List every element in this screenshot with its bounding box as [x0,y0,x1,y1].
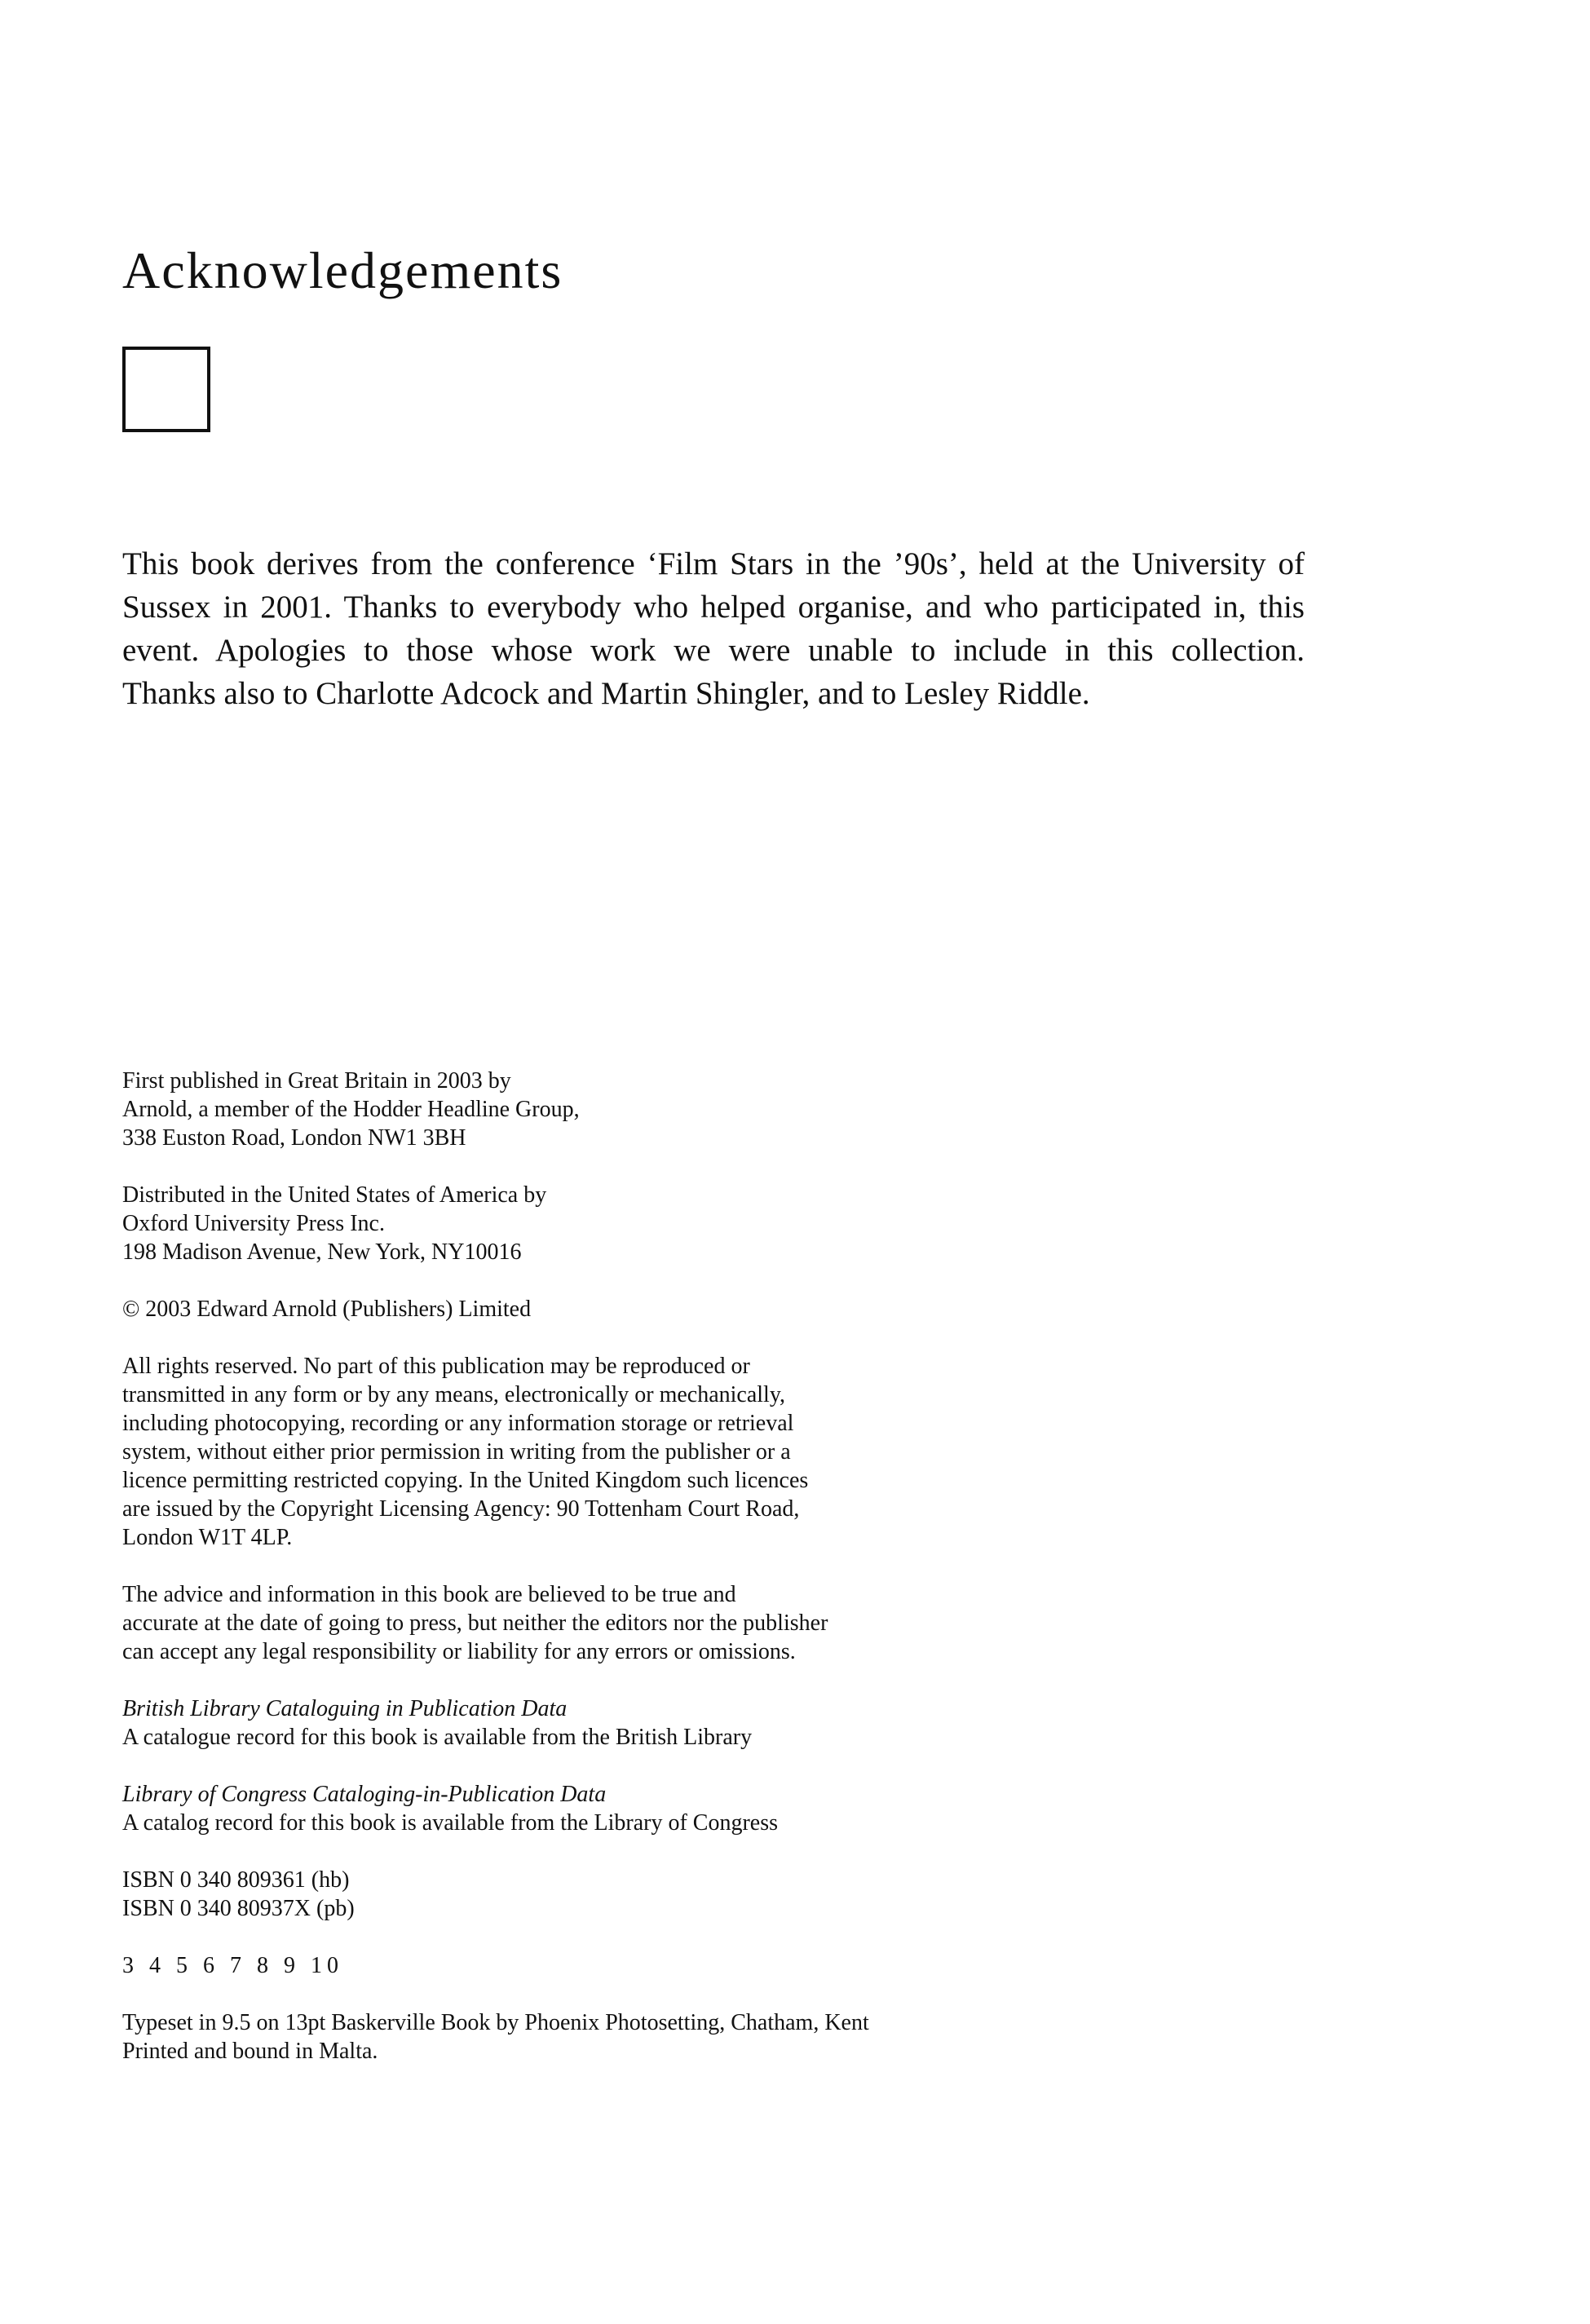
publication-line: First published in Great Britain in 2003 by [122,1068,511,1094]
distribution-line: Distributed in the United States of America by [122,1182,547,1208]
intro-line: Sussex in 2001. Thanks to everybody who helped organise, and who participated in, this [122,590,1305,625]
rights-line: All rights reserved. No part of this publication may be reproduced or [122,1354,750,1379]
disclaimer-line: The advice and information in this book are believed to be true and [122,1582,736,1607]
typesetting-line: Typeset in 9.5 on 13pt Baskerville Book by Phoenix Photosetting, Chatham, Kent [122,2010,869,2035]
printing-numbers: 3 4 5 6 7 8 9 10 [122,1953,343,1978]
rights-statement [122,1352,1019,1552]
rights-line: are issued by the Copyright Licensing Agency: 90 Tottenham Court Road, [122,1496,800,1522]
disclaimer-line: accurate at the date of going to press, but neither the editors nor the publisher [122,1610,828,1636]
copyright-notice [122,1295,1019,1323]
british-library-title: British Library Cataloguing in Publication Data [122,1696,568,1721]
typesetting-info [122,2008,1019,2066]
rights-line: London W1T 4LP. [122,1525,293,1550]
rights-line: system, without either prior permission in writing from the publisher or a [122,1439,791,1465]
library-of-congress-cip [122,1780,1019,1837]
print-line [122,1951,1019,1980]
distribution-line: Oxford University Press Inc. [122,1211,385,1236]
rights-line: including photocopying, recording or any information storage or retrieval [122,1411,794,1436]
isbn-hardback: ISBN 0 340 809361 (hb) [122,1867,350,1893]
british-library-text: A catalogue record for this book is available from the British Library [122,1725,753,1750]
publication-line: Arnold, a member of the Hodder Headline Group, [122,1097,580,1122]
isbn-paperback: ISBN 0 340 80937X (pb) [122,1896,355,1921]
isbn-block [122,1866,1019,1923]
rights-line: transmitted in any form or by any means, electronically or mechanically, [122,1382,786,1407]
library-of-congress-text: A catalog record for this book is available from the Library of Congress [122,1810,778,1836]
library-of-congress-title: Library of Congress Cataloging-in-Publication Data [122,1782,607,1807]
distribution-info [122,1181,1019,1266]
distribution-line: 198 Madison Avenue, New York, NY10016 [122,1239,522,1265]
british-library-cip [122,1694,1019,1752]
intro-line: Thanks also to Charlotte Adcock and Martin Shingler, and to Lesley Riddle. [122,676,1090,711]
publication-line: 338 Euston Road, London NW1 3BH [122,1125,466,1151]
acknowledgements-paragraph [122,542,1305,715]
page-title: Acknowledgements [122,241,563,299]
imprint-section [122,1067,1019,2094]
disclaimer-line: can accept any legal responsibility or liability for any errors or omissions. [122,1639,796,1664]
typesetting-line: Printed and bound in Malta. [122,2039,378,2064]
decorative-square [122,347,210,432]
rights-line: licence permitting restricted copying. In the United Kingdom such licences [122,1468,809,1493]
disclaimer [122,1580,1019,1666]
copyright-line: © 2003 Edward Arnold (Publishers) Limited [122,1297,532,1322]
intro-line: event. Apologies to those whose work we were unable to include in this collection. [122,633,1305,668]
publication-info [122,1067,1019,1152]
intro-line: This book derives from the conference ‘Film Stars in the ’90s’, held at the University of [122,546,1305,581]
